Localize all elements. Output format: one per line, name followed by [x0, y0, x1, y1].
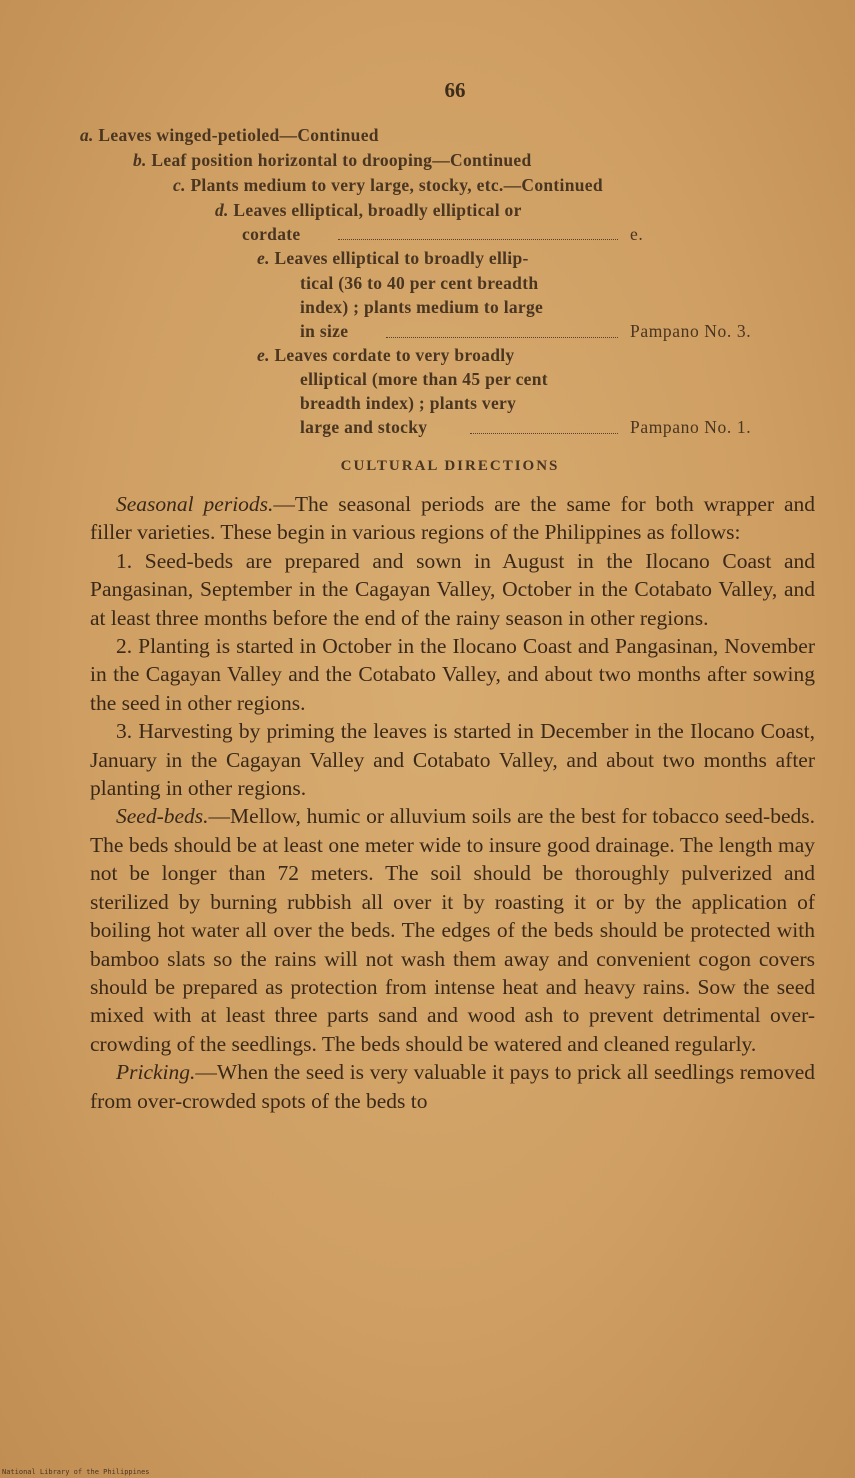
paragraph-item-3: 3. Harvesting by priming the leaves is started in December in the Ilocano Coast, January in the Cagayan Valley and Cotabato Valley, and about two months after planting in other regions. [90, 719, 815, 801]
key-result: Pampano No. 3. [630, 321, 752, 341]
section-heading: CULTURAL DIRECTIONS [340, 458, 560, 474]
key-text: Leaves winged-petioled—Continued [98, 125, 379, 145]
key-letter: d. [215, 200, 229, 220]
paragraph-seedbeds [90, 802, 815, 1058]
leader-dots [470, 432, 618, 434]
key-line-e1-3 [300, 295, 543, 319]
key-result: Pampano No. 1. [630, 417, 752, 437]
key-line-e2-2 [300, 367, 548, 391]
key-line-a [80, 123, 379, 147]
key-letter: a. [80, 125, 94, 145]
key-letter: c. [173, 175, 186, 195]
paragraph-text: —Mellow, humic or alluvium soils are the best for tobacco seed-beds. The beds should be at least one meter wide to insure good drainage. The length may not be longer than 72 meters. The soil should be thoroughly pulverized and sterilized by burning rubbish all over it by roasting it or by the application of boiling hot water all over the beds. The edges of the beds should be protected with bamboo slats so the rains will not wash them away and convenient cogon covers should be prepared as protection from intense heat and heavy rains. Sow the seed mixed with at least three parts sand and wood ash to prevent detrimental over-crowding of the seedlings. The beds should be watered and cleaned regularly. [90, 804, 815, 1056]
key-line-e2-4 [300, 415, 427, 439]
key-text: cordate [242, 224, 301, 244]
key-text: Leaves cordate to very broadly [274, 345, 515, 365]
paragraph-seasonal [90, 490, 815, 547]
paragraph-item-1: 1. Seed-beds are prepared and sown in August in the Ilocano Coast and Pangasinan, September in the Cagayan Valley, October in the Cotabato Valley, and at least three months before the end of the rainy season in other regions. [90, 548, 815, 630]
key-line-e1-1 [257, 246, 529, 270]
leader-dots [338, 238, 618, 240]
key-text: breadth index) ; plants very [300, 393, 517, 413]
paragraph-lead: Seasonal periods. [116, 492, 274, 516]
paragraph-text: —The seasonal periods are the same for both wrapper and filler varieties. These begin in various regions of the Philippines as follows: [90, 492, 815, 545]
leader-dots [386, 336, 618, 338]
key-text: large and stocky [300, 417, 428, 437]
key-letter: e. [257, 248, 270, 268]
key-text: elliptical (more than 45 per cent [300, 369, 548, 389]
key-line-e1-2 [300, 271, 538, 295]
key-line-d1 [215, 198, 522, 222]
key-line-c [173, 173, 603, 197]
key-text: Plants medium to very large, stocky, etc.—Continued [190, 175, 603, 195]
key-result: e. [630, 224, 644, 244]
paragraph-lead: Pricking. [116, 1060, 196, 1085]
key-line-e2-1 [257, 343, 514, 367]
key-line-e1-4 [300, 319, 348, 343]
key-line-b [133, 148, 531, 172]
key-text: tical (36 to 40 per cent breadth [300, 273, 539, 293]
key-text: index) ; plants medium to large [300, 297, 544, 317]
key-line-d2 [242, 222, 300, 246]
key-letter: b. [133, 150, 147, 170]
key-text: Leaves elliptical, broadly elliptical or [233, 200, 522, 220]
paragraph-item-2: 2. Planting is started in October in the Ilocano Coast and Pangasinan, November in the Cagayan Valley and the Cotabato Valley, and about two months after sowing the seed in other regions. [90, 634, 815, 715]
paragraph-text: —When the seed is very valuable it pays to prick all seedlings removed from over-crowded spots of the beds to [90, 1060, 815, 1113]
key-letter: e. [257, 345, 270, 365]
key-line-e2-3 [300, 391, 516, 415]
library-credit: National Library of the Philippines [2, 1468, 150, 1476]
key-text: in size [300, 321, 349, 341]
page-number: 66 [444, 78, 466, 102]
key-text: Leaves elliptical to broadly ellip- [274, 248, 529, 268]
body-text [90, 490, 815, 1115]
paragraph-pricking [90, 1058, 815, 1115]
paragraph-lead: Seed-beds. [116, 804, 209, 829]
key-text: Leaf position horizontal to drooping—Continued [151, 150, 532, 170]
